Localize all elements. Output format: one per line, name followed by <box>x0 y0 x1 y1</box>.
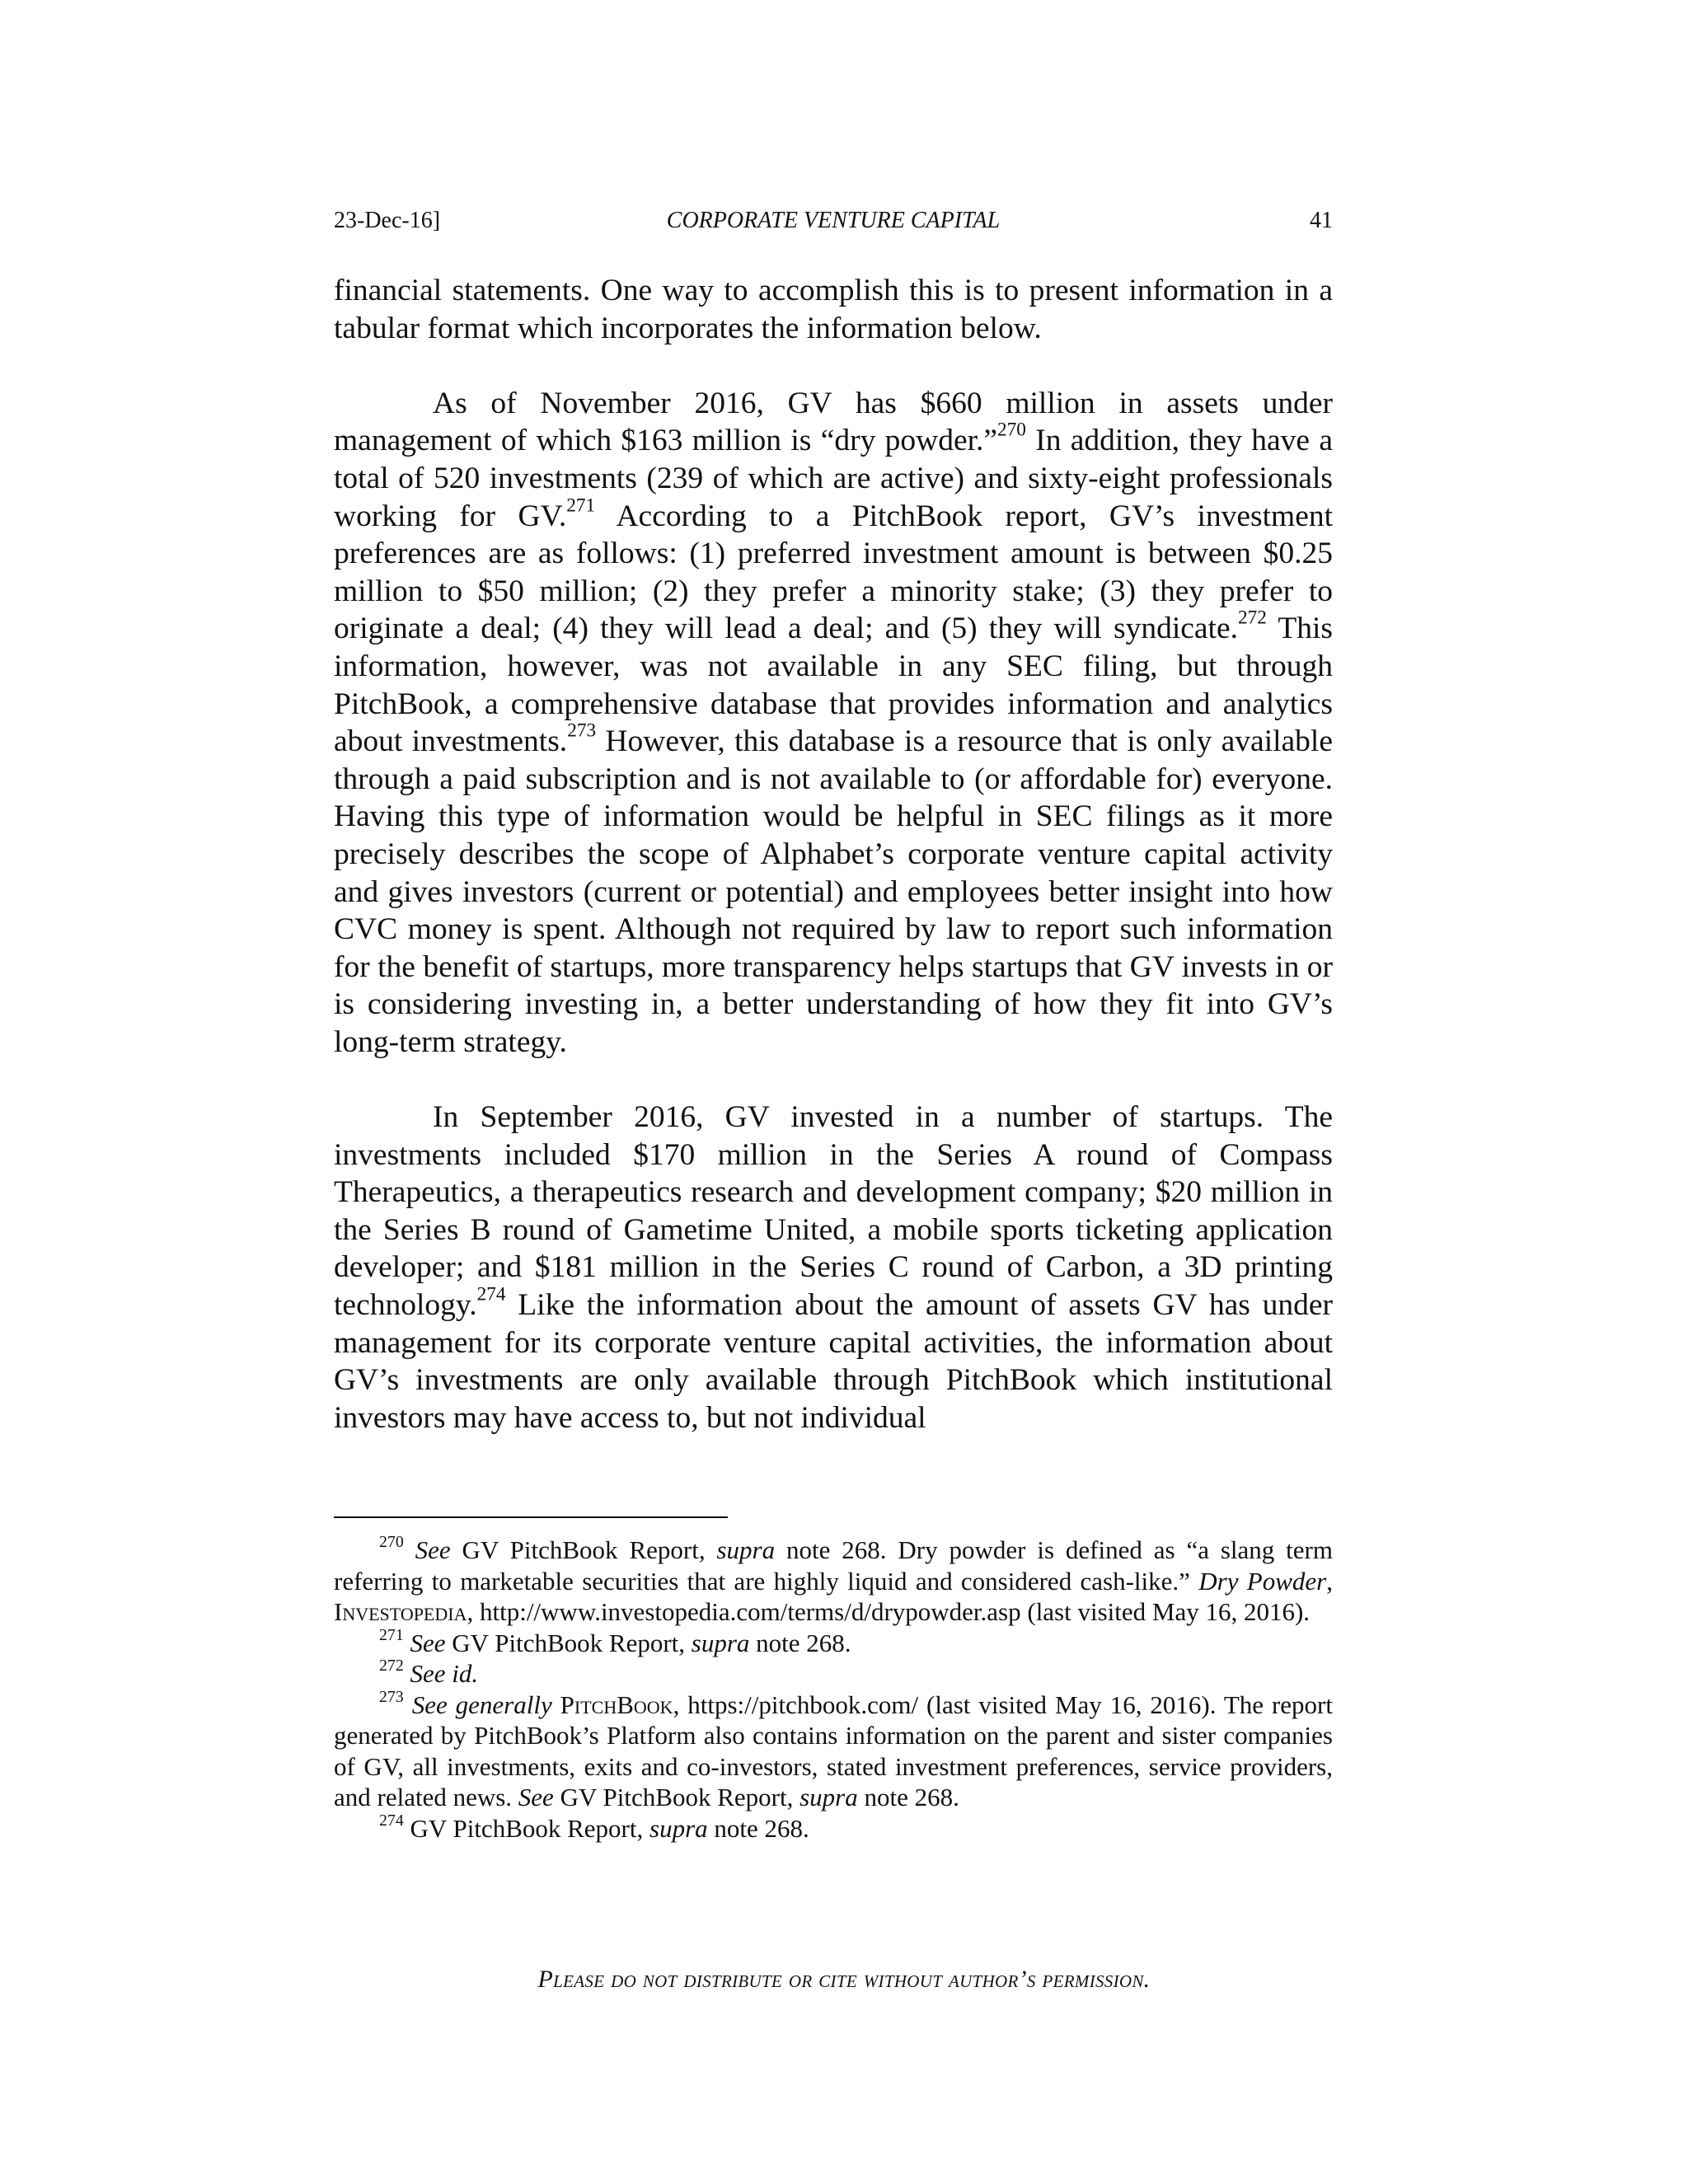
footnote-ref-274[interactable]: 274 <box>476 1283 506 1305</box>
footnote-text: GV PitchBook Report, <box>445 1628 692 1657</box>
footnote-ref-273[interactable]: 273 <box>567 719 597 742</box>
body-text <box>334 272 1333 1436</box>
source-title: Dry Powder <box>1198 1566 1327 1596</box>
footnote-number: 271 <box>379 1625 404 1644</box>
footnote-272 <box>334 1658 1333 1690</box>
header-running-title: CORPORATE VENTURE CAPITAL <box>666 208 1001 233</box>
paragraph-2-part-c: According to a PitchBook report, GV’s investment preferences are as follows: (1) preferred investment amount is between $0.25 million to $50 million; (2) they prefer a minority stake; (3) they prefer to originate a deal; (4) they will lead a deal; and (5) they will syndicate. <box>334 499 1334 646</box>
footnote-ref-270[interactable]: 270 <box>997 419 1026 441</box>
footnote-text: GV PitchBook Report, <box>403 1813 649 1843</box>
footnote-number: 273 <box>379 1687 404 1706</box>
signal-see-generally: See generally <box>411 1690 552 1719</box>
footnote-274 <box>334 1813 1333 1844</box>
footnote-text[interactable]: , https://pitchbook.com/ (last visited May 16, 2016). The report generated by PitchBook’s Platform also contains information on the parent and sister companies of GV, all investments, exits and co-investors, stated investment preferences, service providers, and related news. <box>334 1690 1333 1811</box>
signal-see: See <box>415 1535 451 1564</box>
signal-see: See <box>518 1783 554 1811</box>
footnote-text: , <box>1326 1566 1333 1596</box>
publication-name: PitchBook <box>560 1690 673 1719</box>
publication-name: Investopedia <box>334 1597 467 1626</box>
footnote-text: note 268. <box>857 1783 959 1811</box>
distribution-notice-text: Please do not distribute or cite without author’s permission. <box>537 1966 1151 1993</box>
signal-supra: supra <box>799 1783 858 1811</box>
signal-supra: supra <box>691 1628 750 1657</box>
running-header <box>334 204 1333 237</box>
signal-see-id: See id. <box>410 1659 479 1688</box>
footnote-270 <box>334 1535 1333 1628</box>
paragraph-3-part-a: In September 2016, GV invested in a number of startups. The investments included $170 million in the Series A round of Compass Therapeutics, a therapeutics research and development company; $20 million in the Series B round of Gametime United, a mobile sports ticketing application developer; and $181 million in the Series C round of Carbon, a 3D printing technology. <box>334 1100 1333 1323</box>
paragraph-3-part-b: Like the information about the amount of assets GV has under management for its corporate venture capital activities, the information about GV’s investments are only available through PitchBook which institutional investors may have access to, but not individual <box>334 1288 1333 1435</box>
footnote-273 <box>334 1687 1333 1813</box>
footnote-ref-271[interactable]: 271 <box>566 494 596 517</box>
paragraph-2-part-e: However, this database is a resource that is only available through a paid subscription and is not available to (or affordable for) everyone. Having this type of information would be helpful in SEC filings as it more precisely describes the scope of Alphabet’s corporate venture capital activity and gives investors (current or potential) and employees better insight into how CVC money is spent. Although not required by law to report such information for the benefit of startups, more transparency helps startups that GV invests in or is considering investing in, a better understanding of how they fit into GV’s long-term strategy. <box>334 724 1333 1059</box>
paragraph-2-part-d: This information, however, was not available in any SEC filing, but through PitchBook, a comprehensive database that provides information and analytics about investments. <box>334 612 1333 759</box>
footnote-271 <box>334 1625 1333 1659</box>
page-number: 41 <box>1310 208 1333 233</box>
paragraph-2-part-b: In addition, they have a total of 520 investments (239 of which are active) and sixty-eight professionals working for GV. <box>334 424 1333 533</box>
paragraph-2 <box>334 385 1333 1062</box>
footnote-text: note 268. <box>707 1813 809 1843</box>
signal-see: See <box>410 1628 446 1657</box>
footnote-text: note 268. Dry powder is defined as “a slang term referring to marketable securities that are highly liquid and considered cash-like.” <box>334 1535 1333 1596</box>
footnote-text <box>552 1690 560 1719</box>
footnote-text: note 268. <box>749 1628 851 1657</box>
footnote-text: GV PitchBook Report, <box>553 1783 800 1811</box>
footnote-number: 272 <box>379 1657 404 1675</box>
paragraph-3 <box>334 1099 1333 1436</box>
paragraph-2-part-a: As of November 2016, GV has $660 million in assets under management of which $163 million is “dry powder.” <box>334 386 1333 458</box>
footnotes <box>334 1535 1333 1844</box>
footnote-number: 274 <box>379 1811 404 1830</box>
distribution-notice <box>0 1966 1688 1994</box>
footnote-separator <box>334 1516 728 1518</box>
signal-supra: supra <box>716 1535 776 1564</box>
paragraph-1: financial statements. One way to accomplish this is to present information in a tabular format which incorporates the information below. <box>334 274 1333 345</box>
footnote-text[interactable]: , http://www.investopedia.com/terms/d/drypowder.asp (last visited May 16, 2016). <box>467 1597 1311 1626</box>
footnote-text: GV PitchBook Report, <box>450 1535 717 1564</box>
header-date: 23-Dec-16] <box>334 208 441 233</box>
footnote-ref-272[interactable]: 272 <box>1237 607 1267 629</box>
footnote-number: 270 <box>379 1533 404 1552</box>
signal-supra: supra <box>649 1813 708 1843</box>
